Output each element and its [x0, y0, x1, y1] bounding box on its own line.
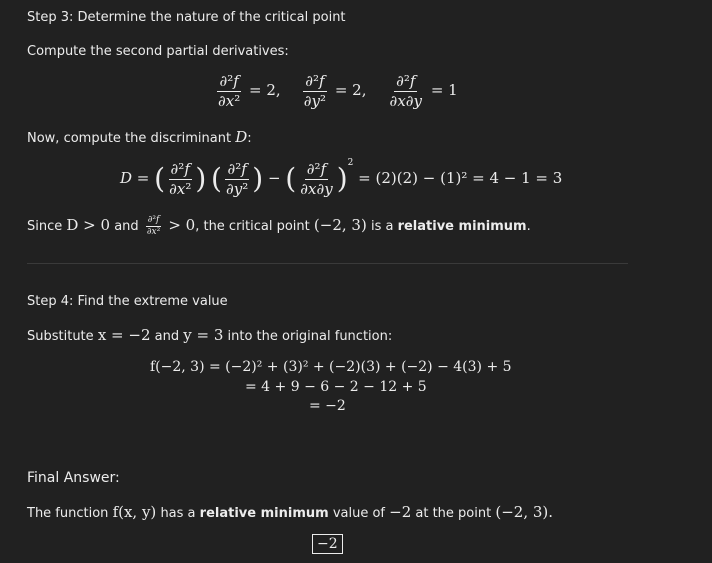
fxy-fraction: $\frac{\text{∂²f}}{\partial x\partial y}$: [389, 72, 423, 110]
section-divider: [27, 263, 628, 264]
discriminant-intro: Now, compute the discriminant D:: [27, 128, 252, 146]
since-sentence: Since D > 0 and $\frac{\text{∂²f}}{\text{∂x²}}$ > 0, the critical point (−2, 3) is a relative minimum.: [27, 215, 531, 237]
evaluation-line-1: f(−2, 3) = (−2)² + (3)² + (−2)(3) + (−2) − 4(3) + 5: [150, 359, 512, 375]
fyy-fraction: $\frac{\text{∂²f}}{\text{∂y²}}$: [303, 72, 327, 110]
final-sentence: The function f(x, y) has a relative minimum value of −2 at the point (−2, 3).: [27, 503, 554, 521]
discriminant-result: = (2)(2) − (1)² = 4 − 1 = 3: [358, 169, 563, 187]
step3-heading: Step 3: Determine the nature of the critical point: [27, 10, 346, 25]
fyy-value: = 2,: [334, 81, 367, 99]
evaluation-line-2: = 4 + 9 − 6 − 2 − 12 + 5: [245, 379, 427, 395]
fxx-fraction: $\frac{\text{∂²f}}{\text{∂x²}}$: [218, 72, 241, 110]
discriminant-equation: D = ( $\frac{\text{∂²f}}{\text{∂x²}}$ ) ( $\frac{\text{∂²f}}{\text{∂y²}}$ ) − ( $\frac{\text{∂²f}}{\partial x\partial y}$ )$^2$ = (2)(2) − (1)² = 4 − 1 = 3: [120, 158, 563, 198]
evaluation-line-3: = −2: [309, 398, 346, 414]
second-partials-intro: Compute the second partial derivatives:: [27, 44, 289, 59]
final-heading: Final Answer:: [27, 470, 120, 486]
second-partials-equation: [214, 73, 458, 109]
step4-heading: Step 4: Find the extreme value: [27, 294, 228, 309]
fxx-value: = 2,: [249, 81, 281, 99]
fxy-value: = 1: [430, 81, 458, 99]
substitute-sentence: Substitute x = −2 and y = 3 into the original function:: [27, 326, 393, 344]
boxed-answer: −2: [312, 536, 343, 552]
